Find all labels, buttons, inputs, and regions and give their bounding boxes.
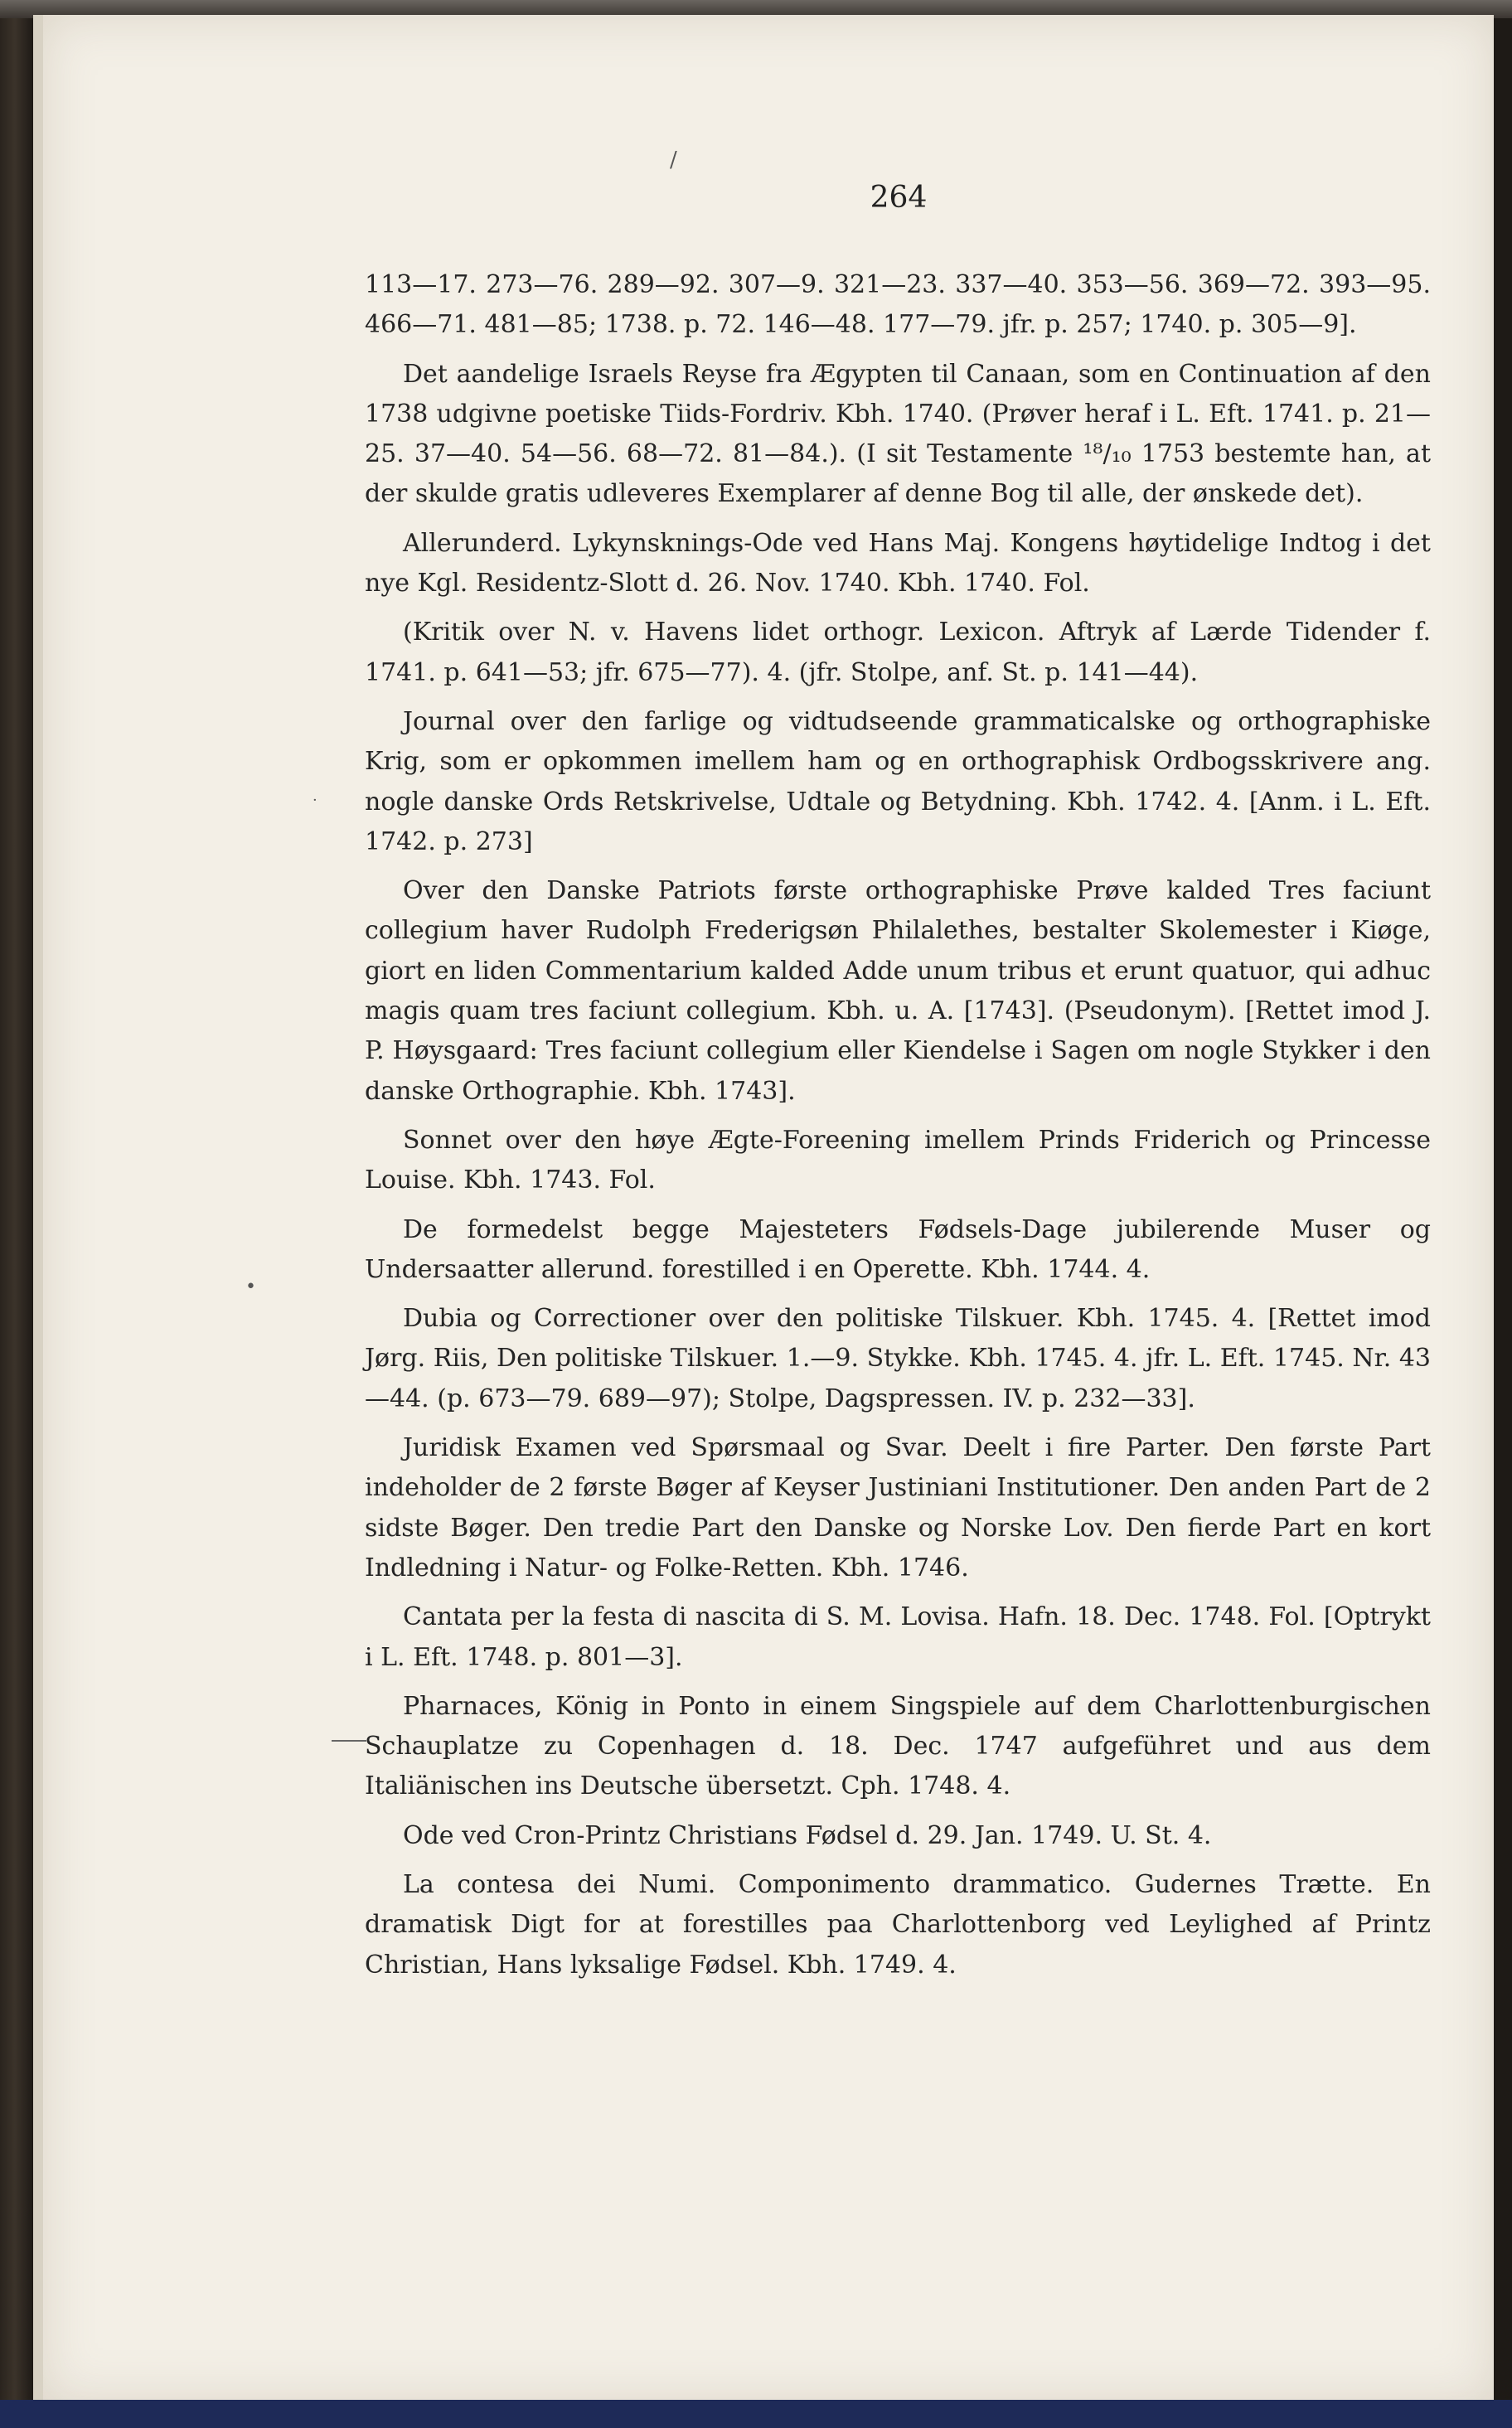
bibliography-entry: Pharnaces, König in Ponto in einem Singspiele auf dem Charlottenburgischen Schauplatze zu Copenhagen d. 18. Dec. 1747 aufgeführet und aus dem Italiänischen ins Deutsche übersetzt. Cph. 1748. 4. xyxy=(365,1691,1431,1801)
bibliography-entry: Det aandelige Israels Reyse fra Ægypten til Canaan, som en Continuation af den 1738 udgivne poetiske Tiids-Fordriv. Kbh. 1740. (Prøver heraf i L. Eft. 1741. p. 21—25. 37—40. 54—56. 68—72. 81—84.). (I sit Testamente ¹⁸/₁₀ 1753 bestemte han, at der skulde gratis udleveres Exemplarer af denne Bog til alle, der ønskede det). xyxy=(365,359,1431,509)
scan-bottom-edge xyxy=(0,2400,1512,2428)
bibliography-entry: Sonnet over den høye Ægte-Foreening imellem Prinds Friderich og Princesse Louise. Kbh. 1743. Fol. xyxy=(365,1125,1431,1195)
bibliography-text xyxy=(365,265,1431,1994)
bibliography-entry: Over den Danske Patriots første orthographiske Prøve kalded Tres faciunt collegium haver Rudolph Frederigsøn Philalethes, bestalter Skolemester i Kiøge, giort en liden Commentarium kalded Adde unum tribus et erunt quatuor, qui adhuc magis quam tres faciunt collegium. Kbh. u. A. [1743]. (Pseudonym). [Rettet imod J. P. Høysgaard: Tres faciunt collegium eller Kiendelse i Sagen om nogle Stykker i den danske Orthographie. Kbh. 1743]. xyxy=(365,876,1431,1106)
bibliography-entry: Dubia og Correctioner over den politiske Tilskuer. Kbh. 1745. 4. [Rettet imod Jørg. Riis, Den politiske Tilskuer. 1.—9. Stykke. Kbh. 1745. 4. jfr. L. Eft. 1745. Nr. 43—44. (p. 673—79. 689—97); Stolpe, Dagspressen. IV. p. 232—33]. xyxy=(365,1304,1431,1413)
page-number: 264 xyxy=(870,181,928,215)
bibliography-entry: Ode ved Cron-Printz Christians Fødsel d. 29. Jan. 1749. U. St. 4. xyxy=(403,1820,1212,1850)
bibliography-entry: (Kritik over N. v. Havens lidet orthogr. Lexicon. Aftryk af Lærde Tidender f. 1741. p. 641—53; jfr. 675—77). 4. (jfr. Stolpe, anf. St. p. 141—44). xyxy=(365,618,1431,687)
bibliography-entry: Cantata per la festa di nascita di S. M. Lovisa. Hafn. 18. Dec. 1748. Fol. [Optrykt i L. Eft. 1748. p. 801—3]. xyxy=(365,1602,1431,1672)
bibliography-entry: Allerunderd. Lykynsknings-Ode ved Hans Maj. Kongens høytidelige Indtog i det nye Kgl. Residentz-Slott d. 26. Nov. 1740. Kbh. 1740. Fol. xyxy=(365,528,1431,599)
ink-speck: • xyxy=(245,1277,256,1297)
bibliography-entry: De formedelst begge Majesteters Fødsels-Dage jubilerende Muser og Undersaatter allerund. forestilled i en Operette. Kbh. 1744. 4. xyxy=(365,1214,1431,1284)
bibliography-entry: La contesa dei Numi. Componimento drammatico. Gudernes Trætte. En dramatisk Digt for at forestilles paa Charlottenborg ved Leylighed af Printz Christian, Hans lyksalige Fødsel. Kbh. 1749. 4. xyxy=(365,1869,1431,1980)
bibliography-entry: Journal over den farlige og vidtudseende grammaticalske og orthographiske Krig, som er opkommen imellem ham og en orthographisk Ordbogsskrivere ang. nogle danske Ords Retskrivelse, Udtale og Betydning. Kbh. 1742. 4. [Anm. i L. Eft. 1742. p. 273] xyxy=(365,706,1431,856)
ink-speck: · xyxy=(313,792,317,809)
bibliography-entry: Juridisk Examen ved Spørsmaal og Svar. Deelt i fire Parter. Den første Part indeholder de 2 første Bøger af Keyser Justiniani Institutioner. Den anden Part de 2 sidste Bøger. Den tredie Part den Danske og Norske Lov. Den fierde Part en kort Indledning i Natur- og Folke-Retten. Kbh. 1746. xyxy=(365,1433,1431,1582)
pencil-mark: / xyxy=(670,148,677,172)
margin-dash xyxy=(332,1740,366,1742)
entry-continuation: 113—17. 273—76. 289—92. 307—9. 321—23. 337—40. 353—56. 369—72. 393—95. 466—71. 481—85; 1738. p. 72. 146—48. 177—79. jfr. p. 257; 1740. p. 305—9]. xyxy=(365,270,1431,340)
